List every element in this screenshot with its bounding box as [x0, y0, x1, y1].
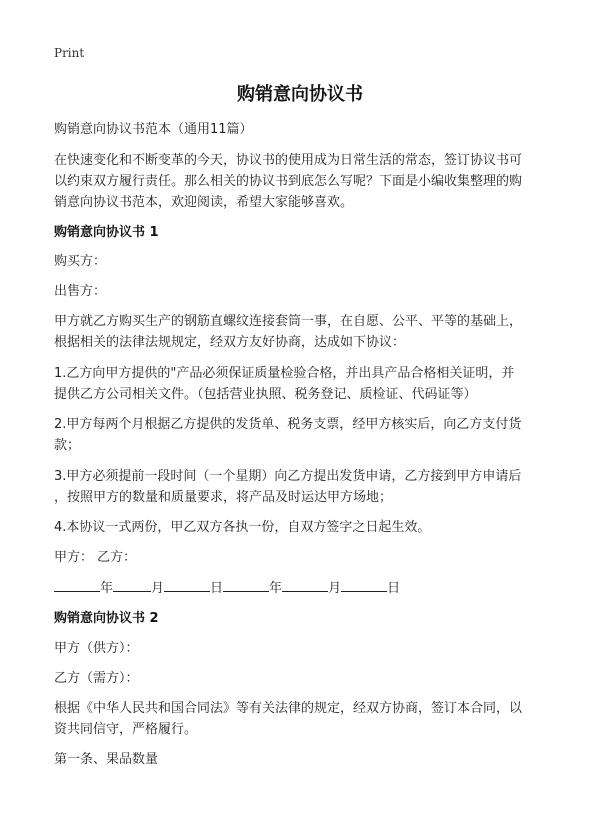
buyer-label: 购买方：	[54, 254, 107, 269]
party-a-label: 甲方（供方）：	[54, 641, 139, 656]
date-day-label: 日	[387, 581, 401, 596]
seller-label: 出售方：	[54, 284, 107, 299]
document-subtitle: 购销意向协议书范本（通用11篇）	[54, 122, 253, 137]
date-blank	[282, 577, 328, 592]
clause-2-line-2: 款；	[54, 438, 81, 453]
clause-2-line-1: 2.甲方每两个月根据乙方提供的发货单、税务支票，经甲方核实后，向乙方支付货	[54, 417, 522, 432]
clause-3-line-2: ，按照甲方的数量和质量要求，将产品及时运达甲方场地；	[54, 490, 393, 505]
article-1: 第一条、果品数量	[54, 752, 159, 767]
document-title: 购销意向协议书	[237, 84, 363, 105]
clause-1-line-1: 1.乙方向甲方提供的"产品必须保证质量检验合格，并出具产品合格相关证明，并	[54, 366, 515, 381]
clause-1-line-2: 提供乙方公司相关文件。（包括营业执照、税务登记、质检证、代码证等）	[54, 387, 477, 402]
date-month-label: 月	[151, 581, 165, 596]
clause-4: 4.本协议一式两份，甲乙双方各执一份，自双方签字之日起生效。	[54, 520, 431, 535]
date-month-label: 月	[328, 581, 342, 596]
signature-parties: 甲方： 乙方：	[54, 550, 137, 565]
date-year-label: 年	[269, 581, 283, 596]
print-link[interactable]: Print	[54, 46, 85, 60]
date-day-label: 日	[210, 581, 224, 596]
intro-line-3: 销意向协议书范本，欢迎阅读，希望大家能够喜欢。	[54, 195, 354, 210]
signature-date-row	[54, 577, 554, 599]
clause-3-line-1: 3.甲方必须提前一段时间（一个星期）向乙方提出发货申请，乙方接到甲方申请后	[54, 469, 522, 484]
section-1-heading: 购销意向协议书 1	[54, 225, 159, 240]
section-2-heading: 购销意向协议书 2	[54, 611, 159, 626]
intro-line-1: 在快速变化和不断变革的今天，协议书的使用成为日常生活的常态，签订协议书可	[54, 153, 523, 168]
section-2-preamble-line-1: 根据《中华人民共和国合同法》等有关法律的规定，经双方协商，签订本合同，以	[54, 701, 523, 716]
section-2-preamble-line-2: 资共同信守，严格履行。	[54, 722, 198, 737]
date-blank	[223, 577, 269, 592]
date-year-label: 年	[100, 581, 114, 596]
date-blank	[164, 577, 210, 592]
intro-line-2: 以约束双方履行责任。那么相关的协议书到底怎么写呢？下面是小编收集整理的购	[54, 174, 523, 189]
preamble-line-2: 根据相关的法律法规规定，经双方友好协商，达成如下协议：	[54, 335, 406, 350]
preamble-line-1: 甲方就乙方购买生产的钢筋直螺纹连接套筒一事，在自愿、公平、平等的基础上，	[54, 314, 523, 329]
date-blank	[54, 577, 100, 592]
party-b-label: 乙方（需方）：	[54, 671, 139, 686]
date-blank	[341, 577, 387, 592]
date-blank	[113, 577, 151, 592]
